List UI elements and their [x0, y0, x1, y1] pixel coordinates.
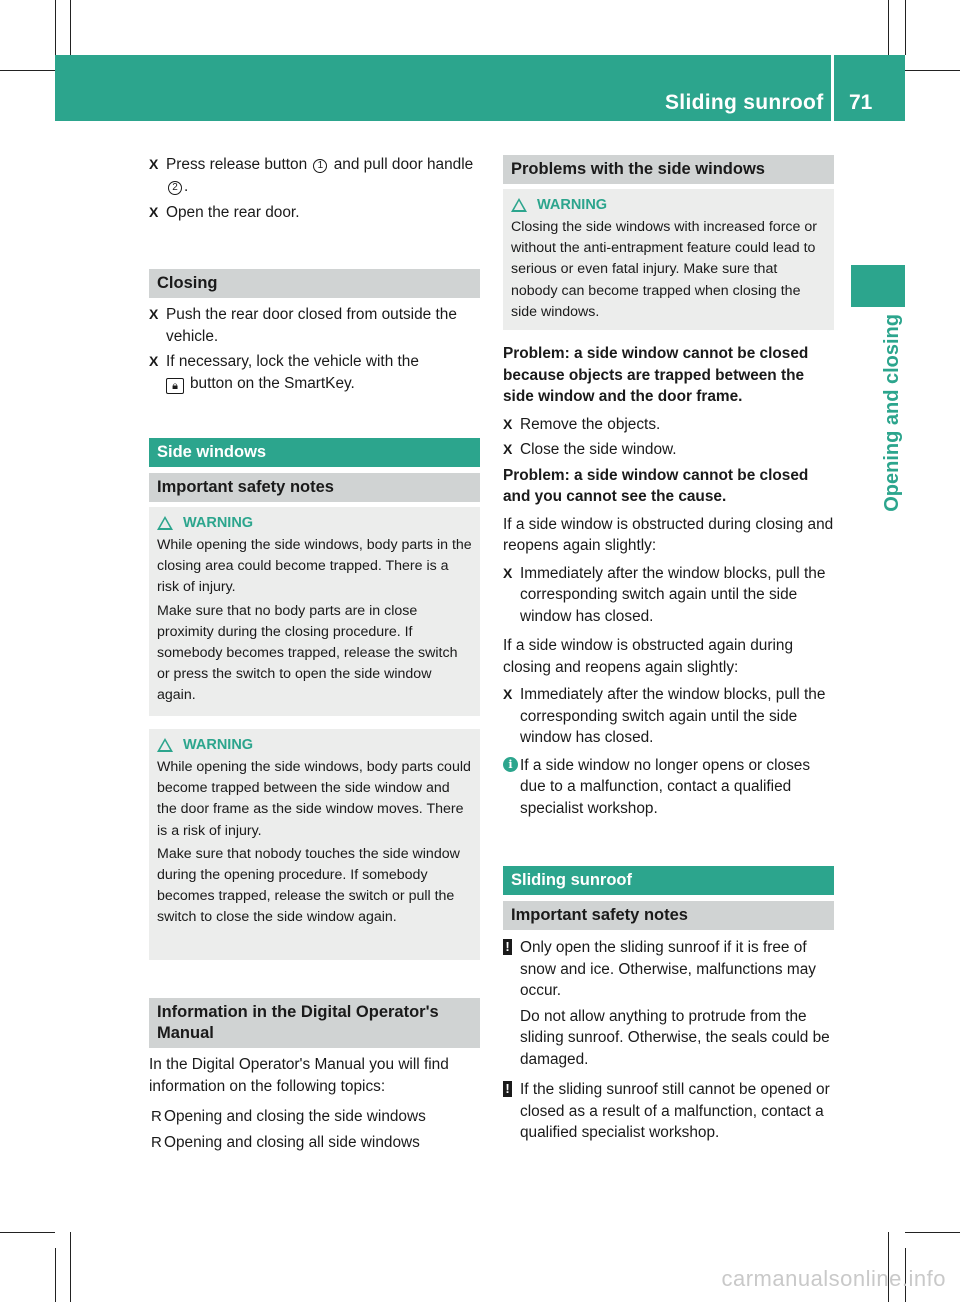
warning-text: Make sure that no body parts are in close proximity during the closing procedure. If somebody becomes trapped, release the switch or press the switch to open the side window again.: [157, 602, 458, 704]
crop-mark: [70, 1232, 71, 1302]
page-title: Sliding sunroof: [665, 91, 824, 114]
step-item: X Immediately after the window blocks, pull the corresponding switch again until the side window has closed.: [503, 686, 826, 746]
header-divider: [831, 55, 834, 121]
step-arrow-icon: X: [503, 564, 513, 581]
caution-note: ! Only open the sliding sunroof if it is free of snow and ice. Otherwise, malfunctions may occur. Do not allow anything to protrude from the sliding sunroof. Otherwise, the seals could be damaged.: [503, 937, 834, 1070]
body-text: If a side window is obstructed during closing and reopens again slightly:: [503, 515, 834, 554]
intro-steps: [149, 154, 480, 224]
page-number: 71: [849, 91, 873, 114]
step-arrow-icon: X: [149, 204, 159, 220]
warning-header: WARNING: [157, 735, 472, 755]
crop-mark: [55, 1248, 56, 1302]
step-arrow-icon: X: [503, 686, 513, 702]
step-item: X Immediately after the window blocks, pull the corresponding switch again until the side window has closed.: [503, 564, 826, 625]
body-text: In the Digital Operator's Manual you will find information on the following topics:: [149, 1056, 449, 1095]
crop-mark: [905, 1232, 960, 1233]
callout-number: 1: [313, 159, 327, 173]
step-item: X Open the rear door.: [149, 202, 480, 224]
step-item: X If necessary, lock the vehicle with the 🔒︎ button on the SmartKey.: [149, 353, 419, 392]
side-windows-heading: Side windows: [149, 438, 480, 467]
step-arrow-icon: X: [503, 415, 513, 432]
warning-text: While opening the side windows, body parts could become trapped between the side window and the door frame as the side window moves. There is a risk of injury.: [157, 759, 471, 839]
chapter-tab: [851, 265, 905, 307]
warning-header: WARNING: [511, 195, 826, 215]
warning-box: [149, 507, 480, 716]
list-item: R Opening and closing all side windows: [151, 1133, 420, 1151]
step-item: X Push the rear door closed from outside the vehicle.: [149, 306, 457, 345]
problems-heading: Problems with the side windows: [503, 155, 834, 184]
step-arrow-icon: X: [149, 306, 159, 322]
warning-header: WARNING: [157, 513, 472, 533]
info-note: i If a side window no longer opens or closes due to a malfunction, contact a qualified specialist workshop.: [503, 755, 834, 820]
warning-text: Make sure that nobody touches the side window during the opening procedure. If somebody becomes trapped, release the switch or pull the switch to close the side window again.: [157, 845, 460, 926]
watermark: carmanualsonline.info: [721, 1266, 946, 1291]
body-text: If a side window is obstructed again during closing and reopens again slightly:: [503, 637, 794, 676]
step-arrow-icon: X: [149, 353, 159, 369]
info-icon: i: [503, 757, 518, 772]
problem-title: Problem: a side window cannot be closed and you cannot see the cause.: [503, 466, 809, 505]
closing-heading: Closing: [149, 269, 480, 298]
warning-box: [149, 729, 480, 960]
step-arrow-icon: X: [503, 441, 513, 457]
callout-number: 2: [168, 181, 182, 195]
warning-triangle-icon: [511, 198, 527, 212]
safety-notes-heading: Important safety notes: [149, 473, 480, 502]
warning-triangle-icon: [157, 738, 173, 752]
step-item: X Remove the objects.: [503, 414, 834, 436]
warning-text: Closing the side windows with increased force or without the anti-entrapment feature could lead to serious or even fatal injury. Make sure that nobody can become trapped when closing the side windows.: [511, 219, 817, 320]
digital-manual-body: [149, 1054, 480, 1153]
list-item: R Opening and closing the side windows: [151, 1108, 426, 1125]
lock-icon: 🔒︎: [166, 378, 184, 394]
crop-mark: [905, 70, 960, 71]
problems-body: [503, 343, 834, 819]
step-item: X Close the side window.: [503, 439, 834, 461]
step-item: X Press release button 1 and pull door handle 2 .: [149, 156, 474, 195]
caution-note: ! If the sliding sunroof still cannot be opened or closed as a result of a malfunction, contact a qualified specialist workshop.: [503, 1079, 834, 1144]
warning-text: While opening the side windows, body parts in the closing area could become trapped. There is a risk of injury.: [157, 537, 472, 596]
exclamation-icon: !: [503, 1081, 512, 1097]
crop-mark: [905, 0, 906, 55]
problem-title: Problem: a side window cannot be closed because objects are trapped between the side window and the door frame.: [503, 345, 809, 405]
sliding-sunroof-heading: Sliding sunroof: [503, 866, 834, 895]
warning-triangle-icon: [157, 516, 173, 530]
chapter-label: Opening and closing: [881, 314, 903, 512]
sunroof-notes: [503, 937, 834, 1144]
exclamation-icon: !: [503, 939, 512, 955]
sunroof-safety-heading: Important safety notes: [503, 901, 834, 930]
closing-steps: [149, 304, 480, 394]
digital-manual-heading: Information in the Digital Operator's Manual: [149, 998, 480, 1048]
step-arrow-icon: X: [149, 156, 159, 172]
crop-mark: [0, 70, 55, 71]
warning-box: [503, 189, 834, 330]
crop-mark: [0, 1232, 55, 1233]
crop-mark: [55, 0, 56, 55]
